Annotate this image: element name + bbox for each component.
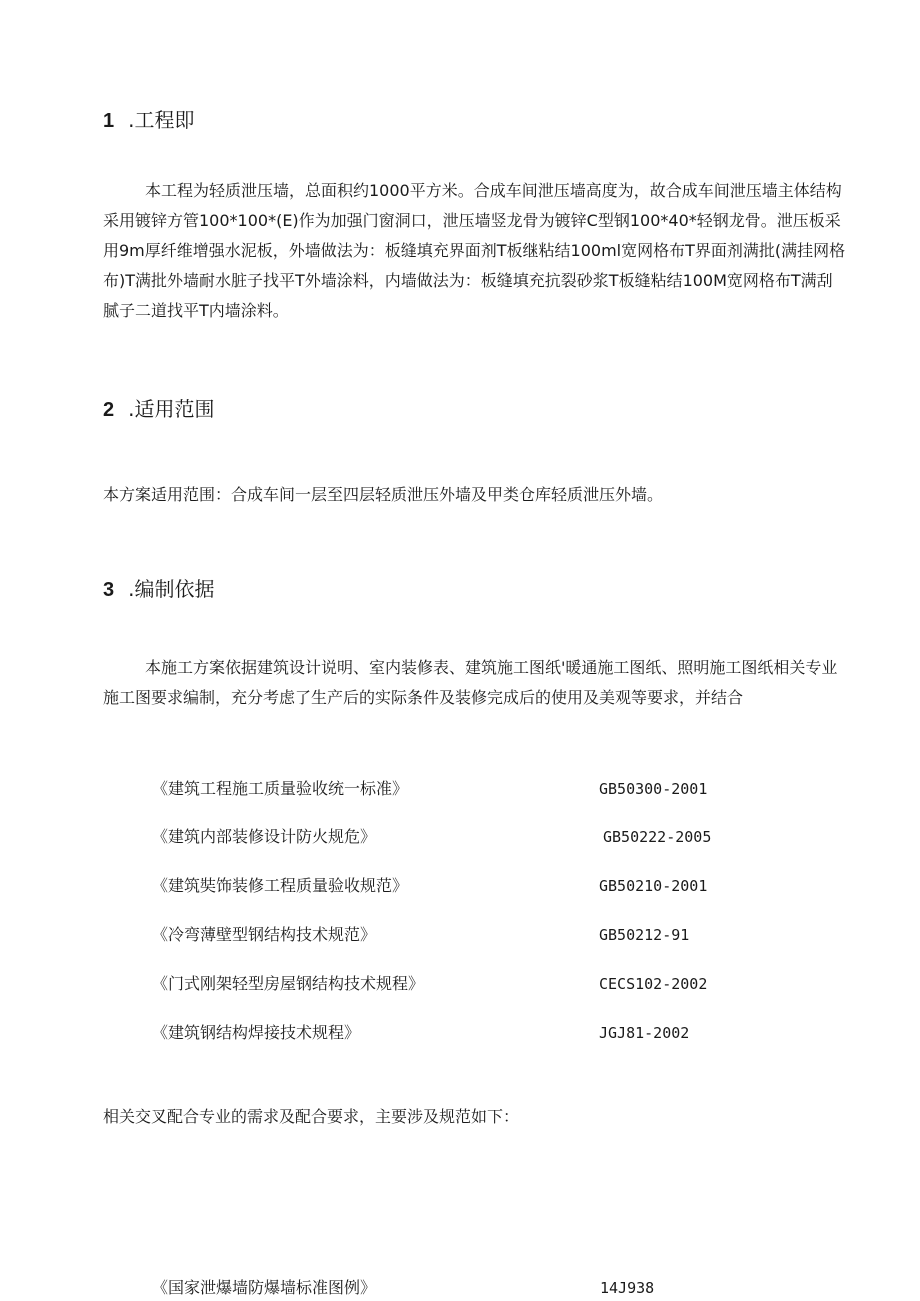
section-1-text: 本工程为轻质泄压墙，总面积约1000平方米。合成车间泄压墙高度为，故合成车间泄压墙主体结构采用镀锌方管100*100*(E)作为加强门窗洞口，泄压墙竖龙骨为镀锌C型钢100*40*轻钢龙骨。泄压板采用9m厚纤维增强水泥板，外墙做法为：板缝填充界面剂T板继粘结100ml宽网格布T界面剂满批(满挂网格布)T满批外墙耐水脏子找平T外墙涂料，内墙做法为：板缝填充抗裂砂浆T板缝粘结100M宽网格布T满刮腻子二道找平T内墙涂料。 — [103, 181, 846, 320]
section-3-paragraph — [103, 653, 848, 713]
section-2-title: .适用范围 — [128, 397, 215, 421]
reference-item — [152, 922, 732, 948]
reference-title: 《国家泄爆墙防爆墙标准图例》 — [152, 1278, 377, 1297]
reference-title: 《建筑内部装修设计防火规危》 — [152, 827, 377, 846]
section-1-title: .工程即 — [128, 108, 195, 132]
reference-item — [152, 971, 732, 997]
reference-code: GB50210-2001 — [599, 877, 708, 895]
section-1-number: 1 — [103, 110, 115, 132]
section-1-heading — [103, 107, 194, 134]
related-note-text: 相关交叉配合专业的需求及配合要求，主要涉及规范如下： — [103, 1107, 520, 1126]
section-1-paragraph — [103, 176, 848, 326]
section-3-heading — [103, 576, 214, 603]
section-3-title: .编制依据 — [128, 577, 215, 601]
reference-code: GB50300-2001 — [599, 780, 708, 798]
section-3-number: 3 — [103, 579, 115, 601]
reference-code: CECS102-2002 — [599, 975, 708, 993]
reference-item — [152, 1020, 732, 1046]
reference-code: 14J938 — [600, 1279, 655, 1297]
reference-item — [152, 873, 732, 899]
section-2-heading — [103, 396, 214, 423]
section-2-paragraph — [103, 480, 848, 510]
reference-title: 《建筑钢结构焊接技术规程》 — [152, 1023, 361, 1042]
section-3-text: 本施工方案依据建筑设计说明、室内装修表、建筑施工图纸'暖通施工图纸、照明施工图纸相关专业施工图要求编制，充分考虑了生产后的实际条件及装修完成后的使用及美观等要求，并结合 — [103, 658, 838, 707]
section-2-number: 2 — [103, 399, 115, 421]
reference-title: 《建筑奘饰装修工程质量验收规范》 — [152, 876, 409, 895]
reference-code: GB50222-2005 — [603, 828, 712, 846]
related-note — [103, 1102, 848, 1132]
reference-title: 《门式刚架轻型房屋钢结构技术规程》 — [152, 974, 425, 993]
reference-code: JGJ81-2002 — [599, 1024, 690, 1042]
reference-code: GB50212-91 — [599, 926, 690, 944]
reference-title: 《建筑工程施工质量验收统一标准》 — [152, 779, 409, 798]
reference-item-final — [152, 1275, 732, 1301]
reference-item — [152, 776, 732, 802]
reference-item — [152, 824, 732, 850]
section-2-text: 本方案适用范围：合成车间一层至四层轻质泄压外墙及甲类仓库轻质泄压外墙。 — [103, 485, 664, 504]
reference-title: 《冷弯薄壁型钢结构技术规范》 — [152, 925, 377, 944]
